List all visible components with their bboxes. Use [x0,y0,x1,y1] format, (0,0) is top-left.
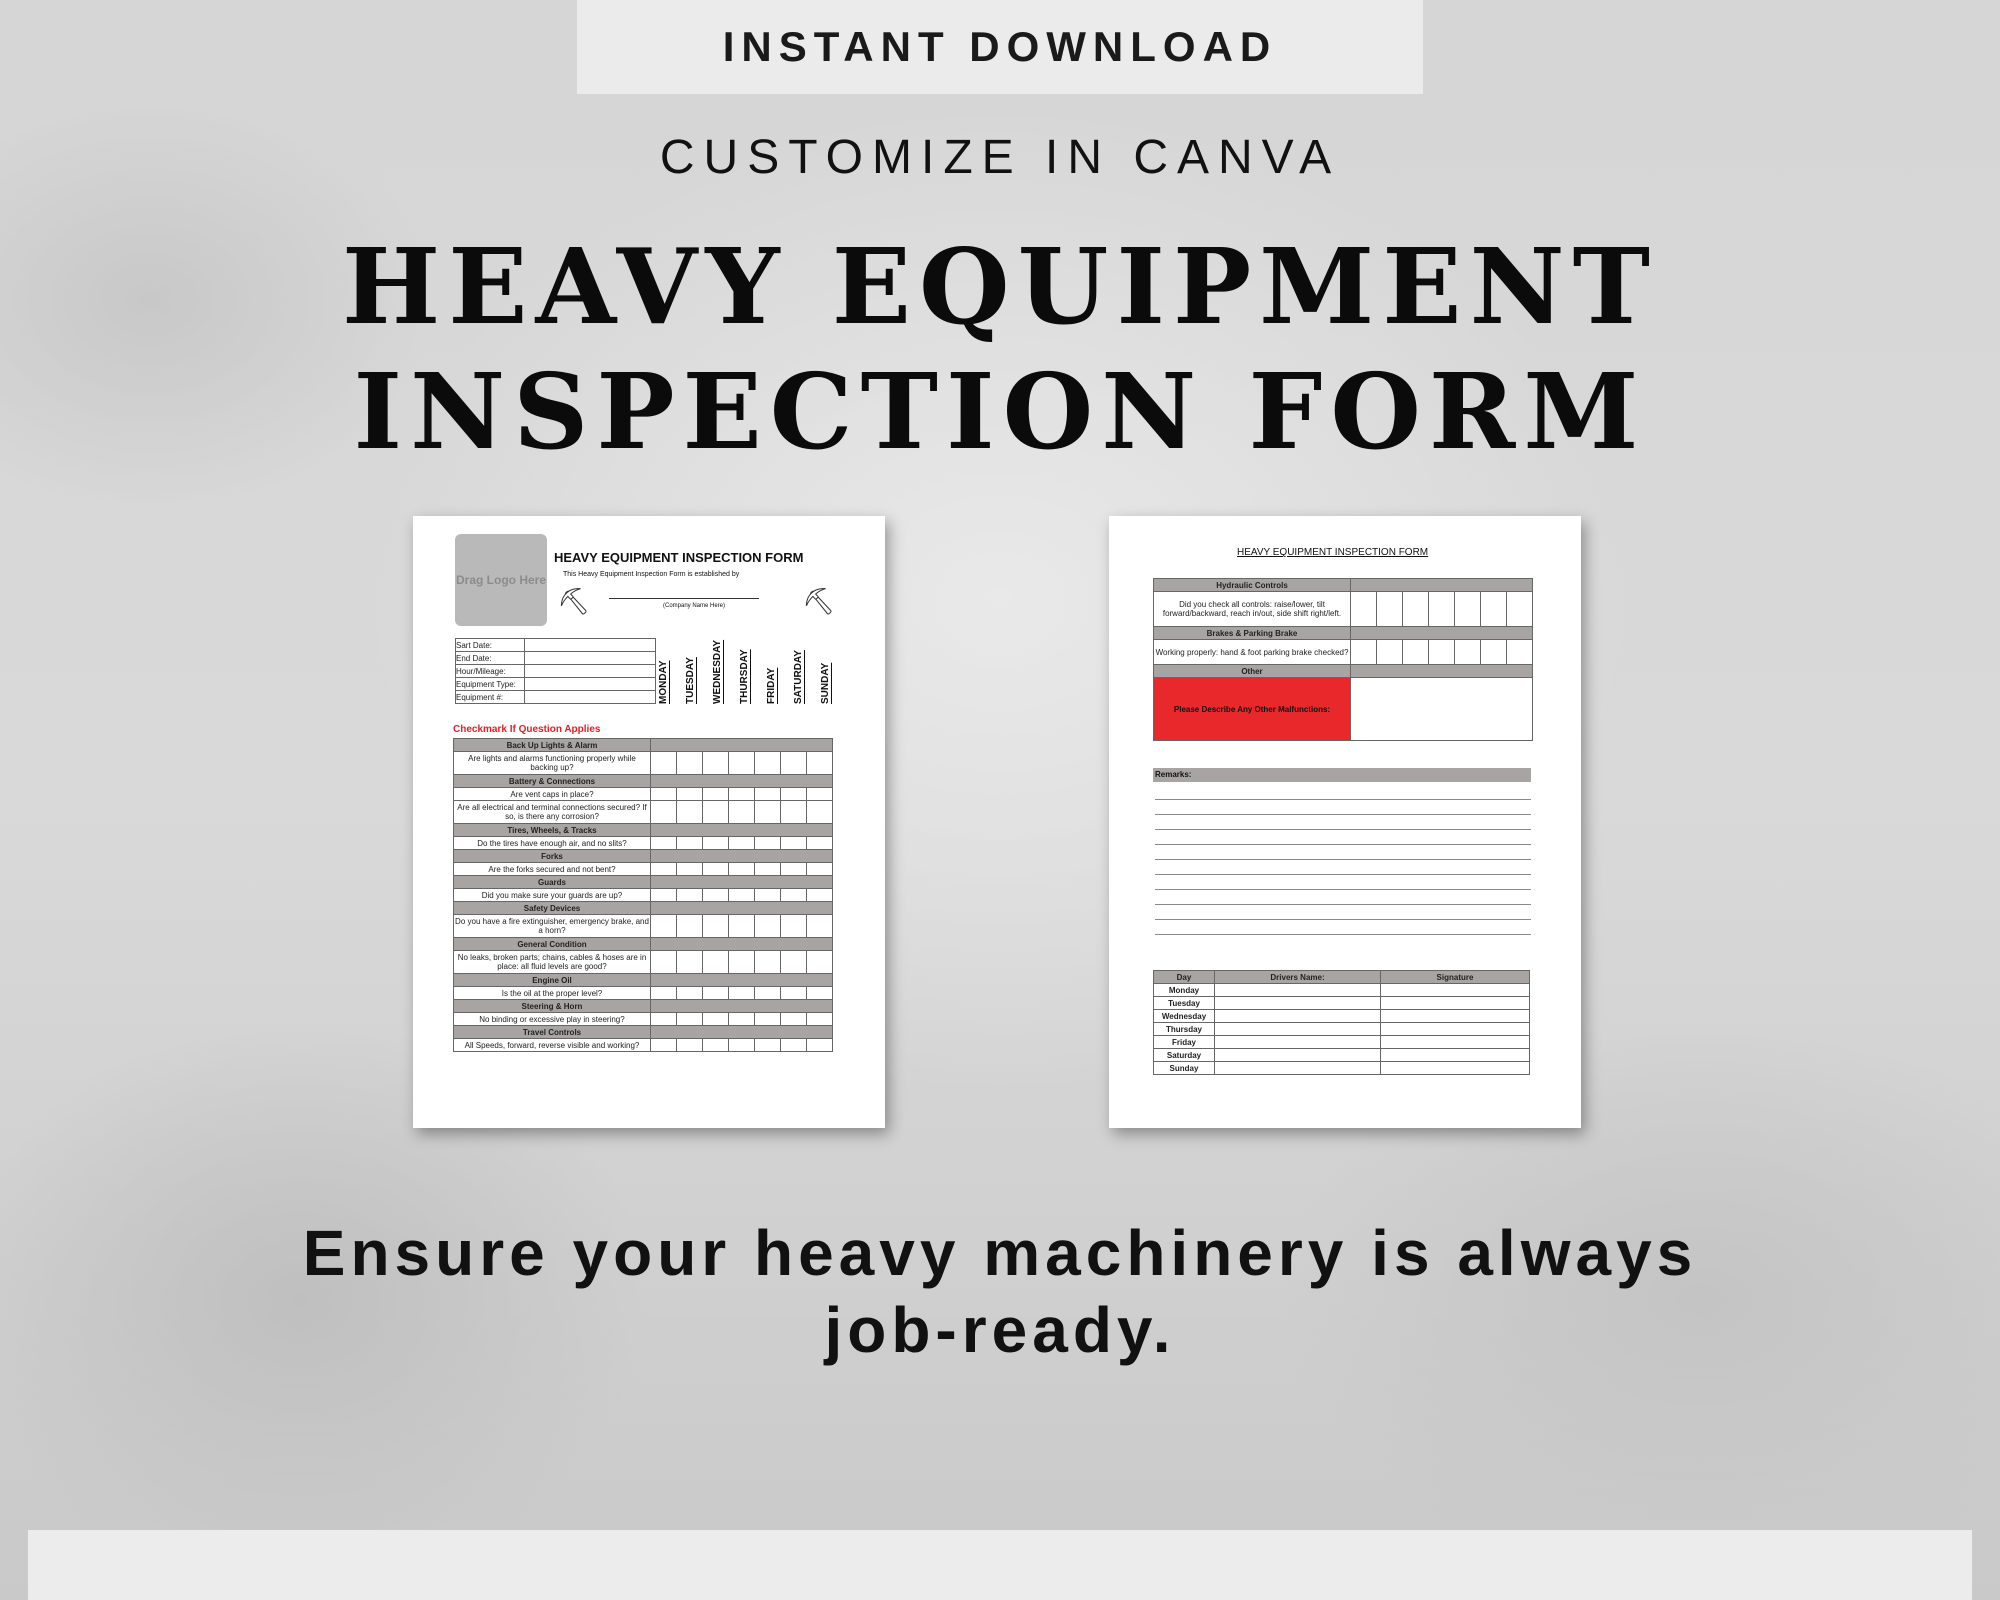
page2-heading: HEAVY EQUIPMENT INSPECTION FORM [1237,547,1429,558]
section-header: Other [1154,665,1351,678]
question: Did you make sure your guards are up? [454,889,651,902]
day-label: SATURDAY [793,650,804,704]
remark-line [1155,859,1531,860]
excavator-icon: ⛏ [557,586,591,616]
question: Did you check all controls: raise/lower, tilt forward/backward, reach in/out, side shift right/left. [1154,592,1351,627]
controls-table [1153,578,1533,741]
day-label: MONDAY [658,660,669,704]
sign-day: Friday [1154,1036,1215,1049]
question: Is the oil at the proper level? [454,987,651,1000]
sign-day: Wednesday [1154,1010,1215,1023]
question: Are lights and alarms functioning properly while backing up? [454,752,651,775]
signature-table [1153,970,1530,1075]
remark-line [1155,874,1531,875]
day-label: WEDNESDAY [712,639,723,704]
remark-line [1155,889,1531,890]
section-header: Back Up Lights & Alarm [454,739,651,752]
logo-placeholder: Drag Logo Here [455,534,547,626]
sign-day: Tuesday [1154,997,1215,1010]
sign-day: Sunday [1154,1062,1215,1075]
field-label: Equipment Type: [456,678,525,691]
question: Are all electrical and terminal connections secured? If so, is there any corrosion? [454,801,651,824]
sign-header: Signature [1381,971,1530,984]
question: Working properly: hand & foot parking brake checked? [1154,640,1351,665]
company-placeholder: (Company Name Here) [663,603,726,609]
field-label: Sart Date: [456,639,525,652]
malfunctions-cell: Please Describe Any Other Malfunctions: [1154,678,1351,741]
question: Are the forks secured and not bent? [454,863,651,876]
sign-day: Monday [1154,984,1215,997]
title-line-1: HEAVY EQUIPMENT [341,225,1659,348]
sign-header: Drivers Name: [1215,971,1381,984]
section-header: Hydraulic Controls [1154,579,1351,592]
remark-line [1155,919,1531,920]
field-label: Hour/Mileage: [456,665,525,678]
subtitle: CUSTOMIZE IN CANVA [659,131,1341,184]
form-preview-page-1 [413,516,885,1128]
instant-download-banner: INSTANT DOWNLOAD [577,0,1423,94]
day-label: SUNDAY [820,662,831,704]
question: Do you have a fire extinguisher, emergency brake, and a horn? [454,915,651,938]
section-header: Forks [454,850,651,863]
section-header: Travel Controls [454,1026,651,1039]
section-header: Guards [454,876,651,889]
sign-day: Saturday [1154,1049,1215,1062]
question: All Speeds, forward, reverse visible and working? [454,1039,651,1052]
field-label: End Date: [456,652,525,665]
sign-day: Thursday [1154,1023,1215,1036]
section-header: General Condition [454,938,651,951]
page1-heading: HEAVY EQUIPMENT INSPECTION FORM [554,550,804,565]
question: No binding or excessive play in steering? [454,1013,651,1026]
day-label: TUESDAY [685,657,696,704]
section-header: Safety Devices [454,902,651,915]
inspection-table [453,738,833,1052]
remark-line [1155,799,1531,800]
tagline-line-2: job-ready. [824,1294,1176,1366]
title-line-2: INSPECTION FORM [353,350,1647,473]
equipment-fields [455,638,656,704]
section-header: Steering & Horn [454,1000,651,1013]
remark-line [1155,934,1531,935]
tagline-line-1: Ensure your heavy machinery is always [302,1217,1698,1289]
day-label: THURSDAY [739,649,750,704]
checkmark-note: Checkmark If Question Applies [453,724,601,735]
section-header: Brakes & Parking Brake [1154,627,1351,640]
field-label: Equipment #: [456,691,525,704]
remark-line [1155,904,1531,905]
question: Are vent caps in place? [454,788,651,801]
question: Do the tires have enough air, and no slits? [454,837,651,850]
remarks-header: Remarks: [1153,768,1531,782]
established-by: This Heavy Equipment Inspection Form is established by [563,571,740,578]
excavator-icon: ⛏ [802,586,836,616]
section-header: Tires, Wheels, & Tracks [454,824,651,837]
day-label: FRIDAY [766,667,777,704]
question: No leaks, broken parts; chains, cables & hoses are in place: all fluid levels are good? [454,951,651,974]
section-header: Battery & Connections [454,775,651,788]
sign-header: Day [1154,971,1215,984]
remark-line [1155,814,1531,815]
remark-line [1155,844,1531,845]
form-preview-page-2 [1109,516,1581,1128]
company-line [609,598,759,599]
bottom-strip [28,1530,1972,1600]
section-header: Engine Oil [454,974,651,987]
remark-line [1155,829,1531,830]
